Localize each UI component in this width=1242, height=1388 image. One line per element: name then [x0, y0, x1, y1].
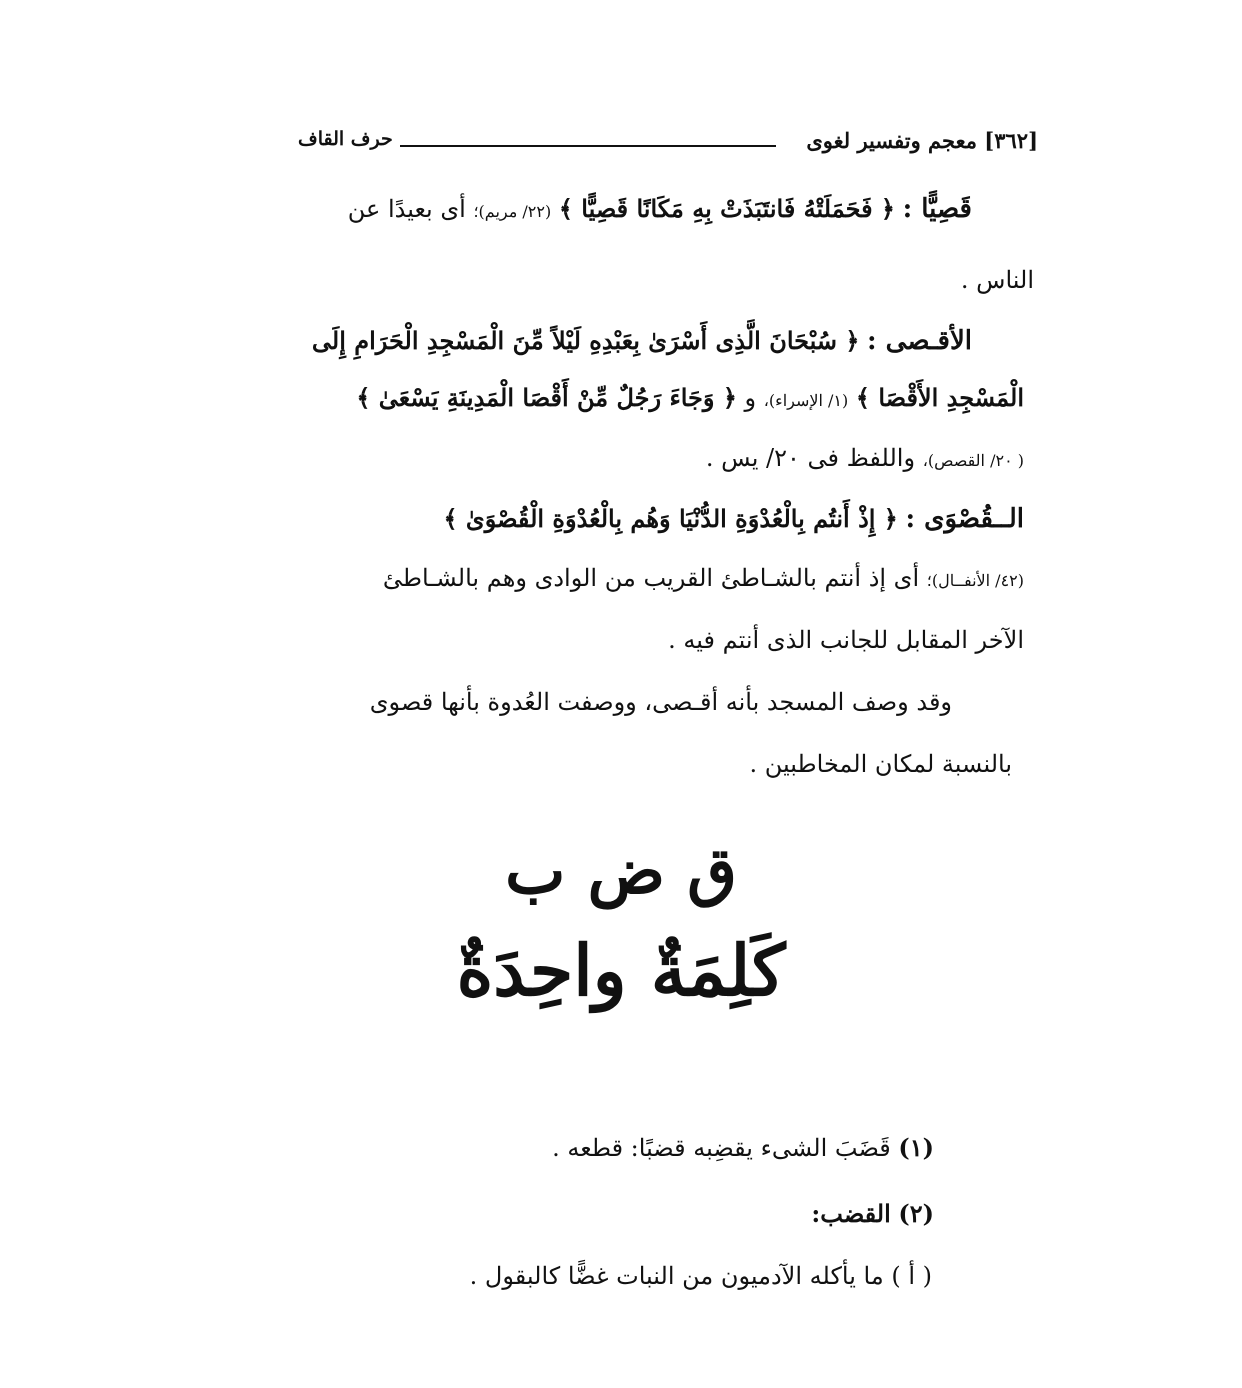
definition-2: [811, 1199, 934, 1228]
header-rule: [400, 145, 776, 147]
entry-text: أى إذ أنتم بالشـاطئ القريب من الوادى وهم بالشـاطئ: [382, 564, 920, 592]
definition-text: ما يأكله الآدميون من النبات غضًّا كالبقول .: [469, 1262, 884, 1290]
entry-qushwa-line3: الآخر المقابل للجانب الذى أنتم فيه .: [668, 626, 1024, 654]
definition-1: [552, 1133, 934, 1162]
entry-text: واللفظ فى ٢٠/ يس .: [705, 444, 916, 472]
page-number-title: [٣٦٢] معجم وتفسير لغوى: [806, 128, 1038, 153]
quran-verse: ﴿ إِذْ أَنتُم بِالْعُدْوَةِ الدُّنْيَا وَهُم بِالْعُدْوَةِ الْقُصْوَىٰ ﴾: [443, 504, 898, 533]
entry-text: أى بعيدًا عن: [347, 195, 466, 223]
definition-number: ( أ ): [891, 1262, 932, 1290]
definition-number: (٢): [898, 1199, 934, 1228]
entry-qasiyya-line2: الناس .: [960, 266, 1034, 294]
verse-reference: (٢٢/ مريم)؛: [473, 202, 552, 221]
entry-aqsa-line1: [312, 328, 972, 354]
entry-term: قَصِيًّا :: [902, 194, 972, 224]
page-header: [298, 128, 1038, 168]
verse-reference: (١/ الإسراء)،: [763, 391, 849, 410]
definition-text: القضب:: [811, 1199, 891, 1228]
entry-qushwa-line1: [444, 506, 1024, 532]
note-line1: وقد وصف المسجد بأنه أقـصى، ووصفت العُدوة بأنها قصوى: [369, 688, 952, 716]
entry-qasiyya-line1: [348, 196, 972, 222]
entry-aqsa-line2: [356, 383, 1024, 412]
definition-text: قَضَبَ الشىء يقضِبه قضبًا: قطعه .: [552, 1134, 891, 1162]
verse-reference: (٤٢/ الأنفــال)؛: [926, 571, 1024, 590]
section-title: حرف القاف: [298, 128, 393, 150]
note-line2: بالنسبة لمكان المخاطبين .: [749, 750, 1012, 778]
conjunction: و: [744, 384, 757, 412]
entry-term: الــقُصْوَى :: [905, 504, 1024, 534]
entry-qushwa-line2: [383, 566, 1024, 590]
root-subtitle: كَلِمَةٌ واحِدَةٌ: [456, 929, 786, 1012]
quran-verse: الْمَسْجِدِ الأَقْصَا ﴾: [855, 383, 1024, 412]
entry-term: الأقـصى :: [867, 326, 972, 356]
definition-number: (١): [898, 1133, 934, 1162]
root-letters-heading: ق ض ب: [505, 834, 737, 909]
entry-aqsa-line3: [706, 446, 1024, 470]
quran-verse: ﴿ فَحَمَلَتْهُ فَانتَبَذَتْ بِهِ مَكَانًا قَصِيًّا ﴾: [558, 194, 895, 223]
verse-reference: ( ٢٠/ القصص)،: [922, 451, 1024, 470]
quran-verse: ﴿ وَجَاءَ رَجُلٌ مِّنْ أَقْصَا الْمَدِينَةِ يَسْعَىٰ ﴾: [356, 383, 737, 412]
quran-verse: ﴿ سُبْحَانَ الَّذِى أَسْرَىٰ بِعَبْدِهِ لَيْلاً مِّنَ الْمَسْجِدِ الْحَرَامِ إِلَى: [311, 326, 860, 355]
definition-2a: [470, 1264, 932, 1288]
